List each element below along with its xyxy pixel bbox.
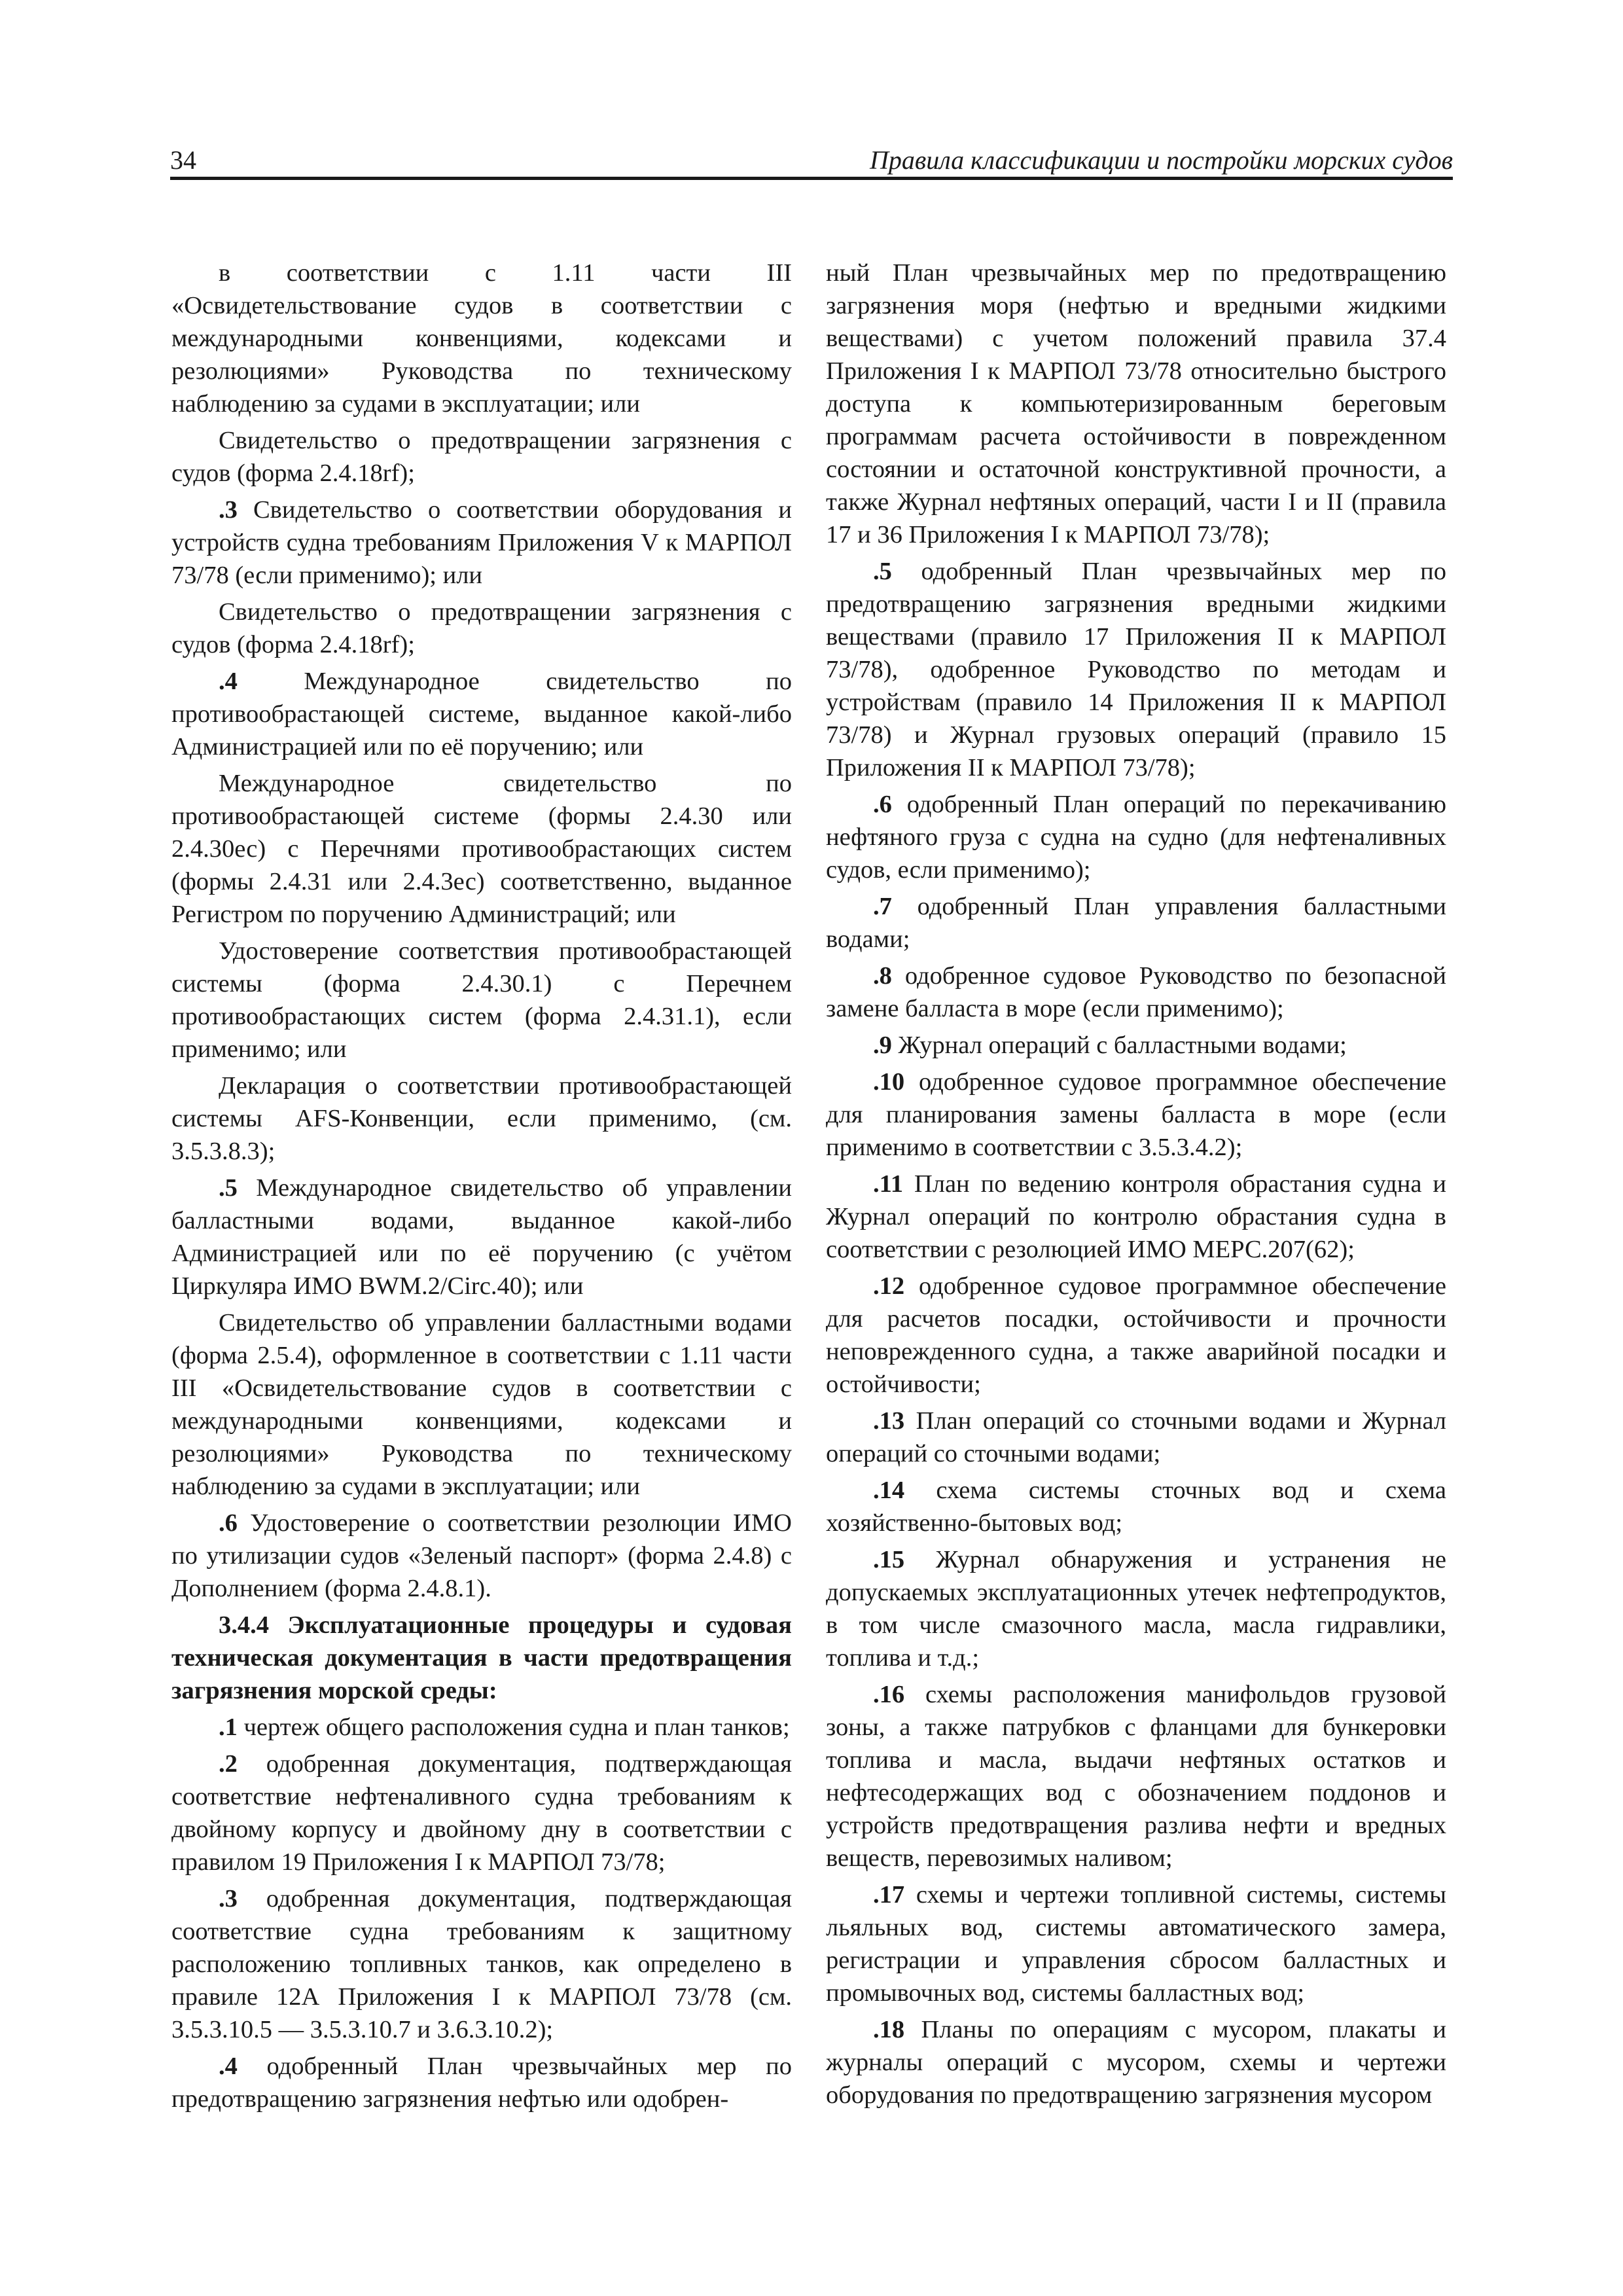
paragraph-text: схема системы сточных вод и схема хозяйственно-бытовых вод; bbox=[826, 1477, 1446, 1537]
paragraph-text: Планы по операциям с мусором, плакаты и журналы операций с мусором, схемы и чертежи оборудования по предотвращению загрязнения мусором bbox=[826, 2016, 1446, 2109]
header-rule bbox=[170, 177, 1453, 180]
item-number: .4 bbox=[219, 2053, 238, 2080]
paragraph bbox=[826, 257, 1446, 551]
paragraph-text: Международное свидетельство по противообрастающей системе, выданное какой-либо Администрацией или по её поручению; или bbox=[171, 668, 792, 761]
left-column bbox=[171, 257, 792, 2119]
paragraph-text: Журнал операций с балластными водами; bbox=[891, 1031, 1347, 1059]
item-number: .9 bbox=[873, 1031, 892, 1059]
page-number: 34 bbox=[170, 145, 196, 175]
paragraph bbox=[826, 1066, 1446, 1164]
paragraph bbox=[171, 493, 792, 592]
right-column bbox=[826, 257, 1446, 2115]
paragraph-text: Журнал обнаружения и устранения не допускаемых эксплуатационных утечек нефтепродуктов, в том числе смазочного масла, масла гидравлики, топлива и т.д.; bbox=[826, 1546, 1446, 1672]
paragraph bbox=[171, 767, 792, 931]
item-number: .15 bbox=[873, 1546, 905, 1573]
item-number: .3 bbox=[219, 1885, 238, 1912]
item-number: .13 bbox=[873, 1407, 905, 1435]
paragraph bbox=[826, 1474, 1446, 1539]
paragraph bbox=[826, 1270, 1446, 1401]
paragraph-text: одобренный План чрезвычайных мер по предотвращению загрязнения вредными жидкими веществами (правило 17 Приложения II к МАРПОЛ 73/78), одобренное Руководство по методам и устройствам (правило 14 Приложения II к МАРПОЛ 73/78) и Журнал грузовых операций (правило 15 Приложения II к МАРПОЛ 73/78); bbox=[826, 558, 1446, 781]
paragraph-text: одобренное судовое программное обеспечение для планирования замены балласта в море (если применимо в соответствии с 3.5.3.4.2); bbox=[826, 1068, 1446, 1161]
item-number: .5 bbox=[219, 1174, 238, 1202]
item-number: .17 bbox=[873, 1881, 905, 1909]
paragraph-text: Декларация о соответствии противообрастающей системы AFS-Конвенции, если применимо, (см. 3.5.3.8.3); bbox=[171, 1072, 792, 1165]
paragraph-text: схемы расположения манифольдов грузовой зоны, а также патрубков с фланцами для бункеровки топлива и масла, выдачи нефтяных остатков и нефтесодержащих вод с обозначением поддонов и устройств предотвращения разлива нефти и вредных веществ, перевозимых наливом; bbox=[826, 1681, 1446, 1872]
item-number: .4 bbox=[219, 668, 238, 695]
paragraph bbox=[826, 788, 1446, 886]
paragraph bbox=[171, 1069, 792, 1168]
item-number: .14 bbox=[873, 1477, 905, 1504]
paragraph bbox=[826, 1029, 1446, 1062]
paragraph-text: одобренная документация, подтверждающая соответствие нефтеналивного судна требованиям к двойному корпусу и двойному дну в соответствии с правилом 19 Приложения I к МАРПОЛ 73/78; bbox=[171, 1750, 792, 1876]
item-number: .3 bbox=[219, 496, 238, 524]
paragraph-text: Свидетельство о соответствии оборудования и устройств судна требованиям Приложения V к МАРПОЛ 73/78 (если применимо); или bbox=[171, 496, 792, 589]
page-header bbox=[170, 143, 1453, 179]
paragraph bbox=[171, 424, 792, 490]
item-number: .6 bbox=[873, 791, 892, 818]
item-number: .10 bbox=[873, 1068, 905, 1096]
item-number: .2 bbox=[219, 1750, 238, 1778]
paragraph-text: Свидетельство о предотвращении загрязнения с судов (форма 2.4.18rf); bbox=[171, 598, 792, 658]
paragraph bbox=[826, 1678, 1446, 1874]
paragraph bbox=[171, 1306, 792, 1503]
paragraph-text: Удостоверение соответствия противообрастающей системы (форма 2.4.30.1) с Перечнем противообрастающих систем (форма 2.4.31.1), если применимо; или bbox=[171, 937, 792, 1063]
paragraph bbox=[171, 1507, 792, 1605]
paragraph-text: схемы и чертежи топливной системы, системы льяльных вод, системы автоматического замера, регистрации и управления сбросом балластных и промывочных вод, системы балластных вод; bbox=[826, 1881, 1446, 2007]
paragraph bbox=[826, 1405, 1446, 1470]
paragraph bbox=[826, 960, 1446, 1025]
paragraph bbox=[171, 1882, 792, 2046]
paragraph bbox=[171, 935, 792, 1066]
paragraph-text: Свидетельство о предотвращении загрязнения с судов (форма 2.4.18rf); bbox=[171, 427, 792, 487]
item-number: .18 bbox=[873, 2016, 905, 2043]
paragraph-text: План операций со сточными водами и Журнал операций со сточными водами; bbox=[826, 1407, 1446, 1467]
paragraph bbox=[826, 890, 1446, 956]
item-number: .8 bbox=[873, 962, 892, 990]
paragraph bbox=[171, 257, 792, 420]
item-number: .11 bbox=[873, 1170, 904, 1198]
paragraph-text: одобренный План операций по перекачиванию нефтяного груза с судна на судно (для нефтеналивных судов, если применимо); bbox=[826, 791, 1446, 884]
paragraph-text: в соответствии с 1.11 части III «Освидетельствование судов в соответствии с международными конвенциями, кодексами и резолюциями» Руководства по техническому наблюдению за судами в эксплуатации; или bbox=[171, 259, 792, 418]
paragraph bbox=[171, 1711, 792, 1744]
paragraph bbox=[171, 2050, 792, 2115]
paragraph-text: одобренное судовое программное обеспечение для расчетов посадки, остойчивости и прочности неповрежденного судна, а также аварийной посадки и остойчивости; bbox=[826, 1272, 1446, 1398]
paragraph-text: Международное свидетельство об управлении балластными водами, выданное какой-либо Администрацией или по её поручению (с учётом Циркуляра ИМО BWM.2/Circ.40); или bbox=[171, 1174, 792, 1300]
paragraph-text: План по ведению контроля обрастания судна и Журнал операций по контролю обрастания судна в соответствии с резолюцией ИМО МЕРС.207(62); bbox=[826, 1170, 1446, 1263]
paragraph-text: одобренная документация, подтверждающая соответствие судна требованиям к защитному расположению топливных танков, как определено в правиле 12А Приложения I к МАРПОЛ 73/78 (см. 3.5.3.10.5 — 3.5.3.10.7 и 3.6.3.10.2); bbox=[171, 1885, 792, 2043]
paragraph-text: Удостоверение о соответствии резолюции ИМО по утилизации судов «Зеленый паспорт» (форма 2.4.8) с Дополнением (форма 2.4.8.1). bbox=[171, 1509, 792, 1602]
paragraph bbox=[826, 1543, 1446, 1674]
paragraph bbox=[826, 1168, 1446, 1266]
paragraph bbox=[171, 665, 792, 763]
paragraph-text: одобренное судовое Руководство по безопасной замене балласта в море (если применимо); bbox=[826, 962, 1446, 1022]
item-number: .16 bbox=[873, 1681, 905, 1708]
paragraph-text: одобренный План чрезвычайных мер по предотвращению загрязнения нефтью или одобрен- bbox=[171, 2053, 792, 2113]
paragraph-text: ный План чрезвычайных мер по предотвращению загрязнения моря (нефтью и вредными жидкими веществами) с учетом положений правила 37.4 Приложения I к МАРПОЛ 73/78 относительно быстрого доступа к компьютеризированным береговым программам расчета остойчивости в поврежденном состоянии и остаточной конструктивной прочности, а также Журнал нефтяных операций, части I и II (правила 17 и 36 Приложения I к МАРПОЛ 73/78); bbox=[826, 259, 1446, 548]
paragraph-text: чертеж общего расположения судна и план танков; bbox=[237, 1713, 790, 1741]
paragraph-text: одобренный План управления балластными водами; bbox=[826, 893, 1446, 953]
paragraph-text: Свидетельство об управлении балластными водами (форма 2.5.4), оформленное в соответствии с 1.11 части III «Освидетельствование судов в соответствии с международными конвенциями, кодексами и резолюциями» Руководства по техническому наблюдению за судами в эксплуатации; или bbox=[171, 1309, 792, 1500]
paragraph bbox=[171, 596, 792, 661]
item-number: .12 bbox=[873, 1272, 905, 1300]
paragraph bbox=[171, 1748, 792, 1878]
paragraph bbox=[826, 555, 1446, 784]
item-number: .5 bbox=[873, 558, 892, 585]
item-number: .1 bbox=[219, 1713, 238, 1741]
paragraph bbox=[826, 1878, 1446, 2009]
running-title: Правила классификации и постройки морских судов bbox=[869, 145, 1453, 175]
section-heading: 3.4.4 Эксплуатационные процедуры и судовая техническая документация в части предотвращения загрязнения морской среды: bbox=[171, 1611, 792, 1704]
item-number: .7 bbox=[873, 893, 892, 920]
paragraph bbox=[171, 1172, 792, 1302]
paragraph-text: Международное свидетельство по противообрастающей системе (формы 2.4.30 или 2.4.30ес) с Перечнями противообрастающих систем (формы 2.4.31 или 2.4.3ес) соответственно, выданное Регистром по поручению Администраций; или bbox=[171, 770, 792, 928]
paragraph bbox=[826, 2013, 1446, 2111]
item-number: .6 bbox=[219, 1509, 238, 1537]
